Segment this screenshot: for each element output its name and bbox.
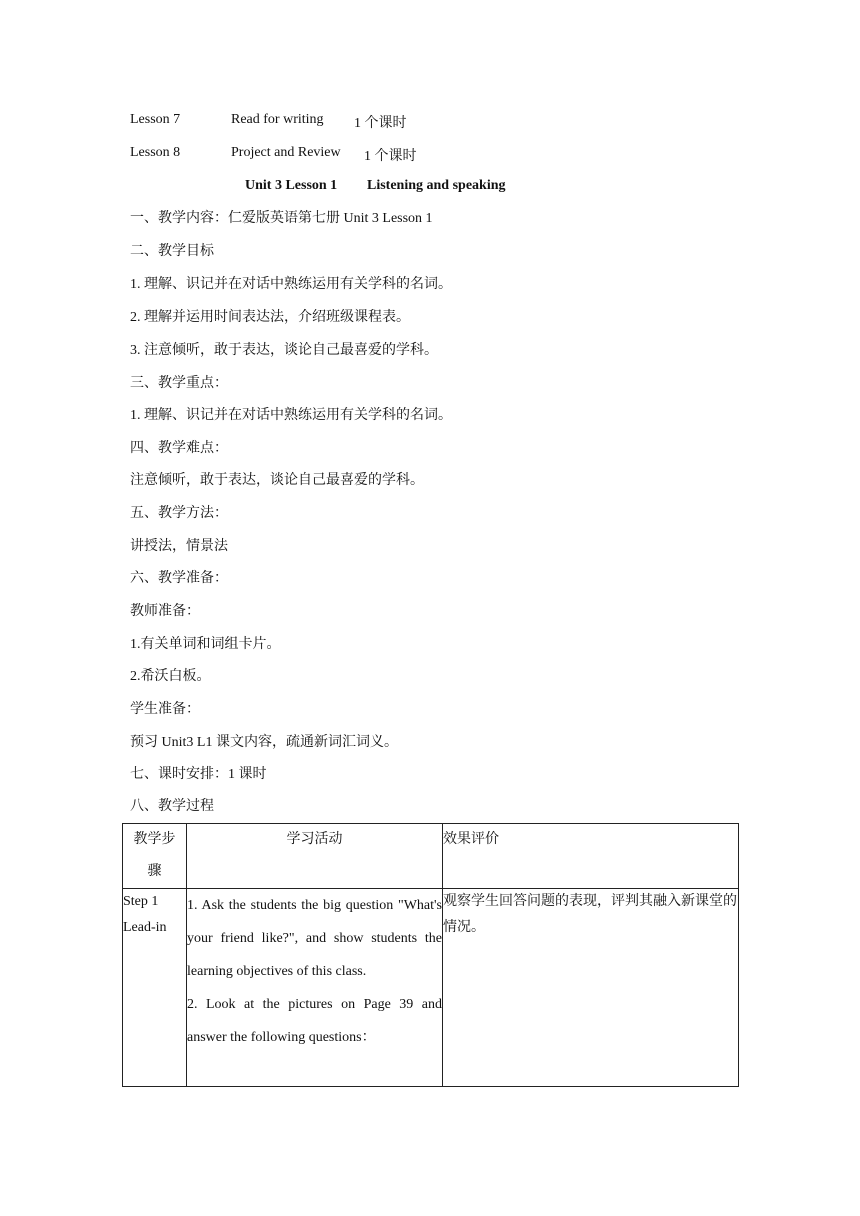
unit-label: Unit 3 Lesson 1 — [245, 178, 338, 193]
unit-topic: Listening and speaking — [367, 178, 506, 193]
goal-item: 1. 理解、识记并在对话中熟练运用有关学科的名词。 — [130, 277, 452, 292]
evaluation-cell: 观察学生回答问题的表现，评判其融入新课堂的情况。 — [443, 889, 739, 1087]
process-heading: 八、教学过程 — [130, 799, 214, 814]
teacher-prep-item: 2.希沃白板。 — [130, 669, 211, 684]
lesson-title: Project and Review — [231, 145, 341, 160]
key-item: 1. 理解、识记并在对话中熟练运用有关学科的名词。 — [130, 408, 452, 423]
teacher-prep-item: 1.有关单词和词组卡片。 — [130, 637, 281, 652]
step-name: Lead-in — [123, 920, 167, 935]
student-prep-heading: 学生准备： — [130, 702, 200, 717]
goals-heading: 二、教学目标 — [130, 244, 214, 259]
goal-item: 3. 注意倾听，敢于表达，谈论自己最喜爱的学科。 — [130, 343, 438, 358]
activity-cell — [187, 889, 443, 1087]
lesson-number: Lesson 8 — [130, 145, 181, 160]
schedule-line: 七、课时安排：1 课时 — [130, 767, 267, 782]
lesson-hours: 1 个课时 — [364, 149, 417, 164]
activity-item: 1. Ask the students the big question "What's your friend like?", and show students the learning objectives of this class. — [187, 898, 442, 979]
lesson-title: Read for writing — [231, 112, 324, 127]
step-cell — [123, 889, 187, 1087]
header-step — [123, 824, 187, 889]
lesson-number: Lesson 7 — [130, 112, 181, 127]
goal-item: 2. 理解并运用时间表达法，介绍班级课程表。 — [130, 310, 410, 325]
header-evaluation: 效果评价 — [443, 824, 739, 889]
table-row — [123, 889, 739, 1087]
content-heading: 一、教学内容：仁爱版英语第七册 Unit 3 Lesson 1 — [130, 211, 433, 226]
method-heading: 五、教学方法： — [130, 506, 228, 521]
header-activity: 学习活动 — [187, 824, 443, 889]
student-prep-item: 预习 Unit3 L1 课文内容，疏通新词汇词义。 — [130, 735, 398, 750]
step-number: Step 1 — [123, 894, 159, 909]
lesson-hours: 1 个课时 — [354, 116, 407, 131]
teaching-process-table — [122, 823, 739, 1087]
difficulty-heading: 四、教学难点： — [130, 441, 228, 456]
prep-heading: 六、教学准备： — [130, 571, 228, 586]
header-step-line: 教学步 — [133, 832, 176, 847]
header-step-line: 骤 — [147, 864, 162, 879]
method-item: 讲授法，情景法 — [130, 539, 228, 554]
table-header-row — [123, 824, 739, 889]
difficulty-item: 注意倾听，敢于表达，谈论自己最喜爱的学科。 — [130, 473, 424, 488]
teacher-prep-heading: 教师准备： — [130, 604, 200, 619]
key-heading: 三、教学重点： — [130, 376, 228, 391]
activity-item: 2. Look at the pictures on Page 39 and answer the following questions： — [187, 997, 442, 1045]
